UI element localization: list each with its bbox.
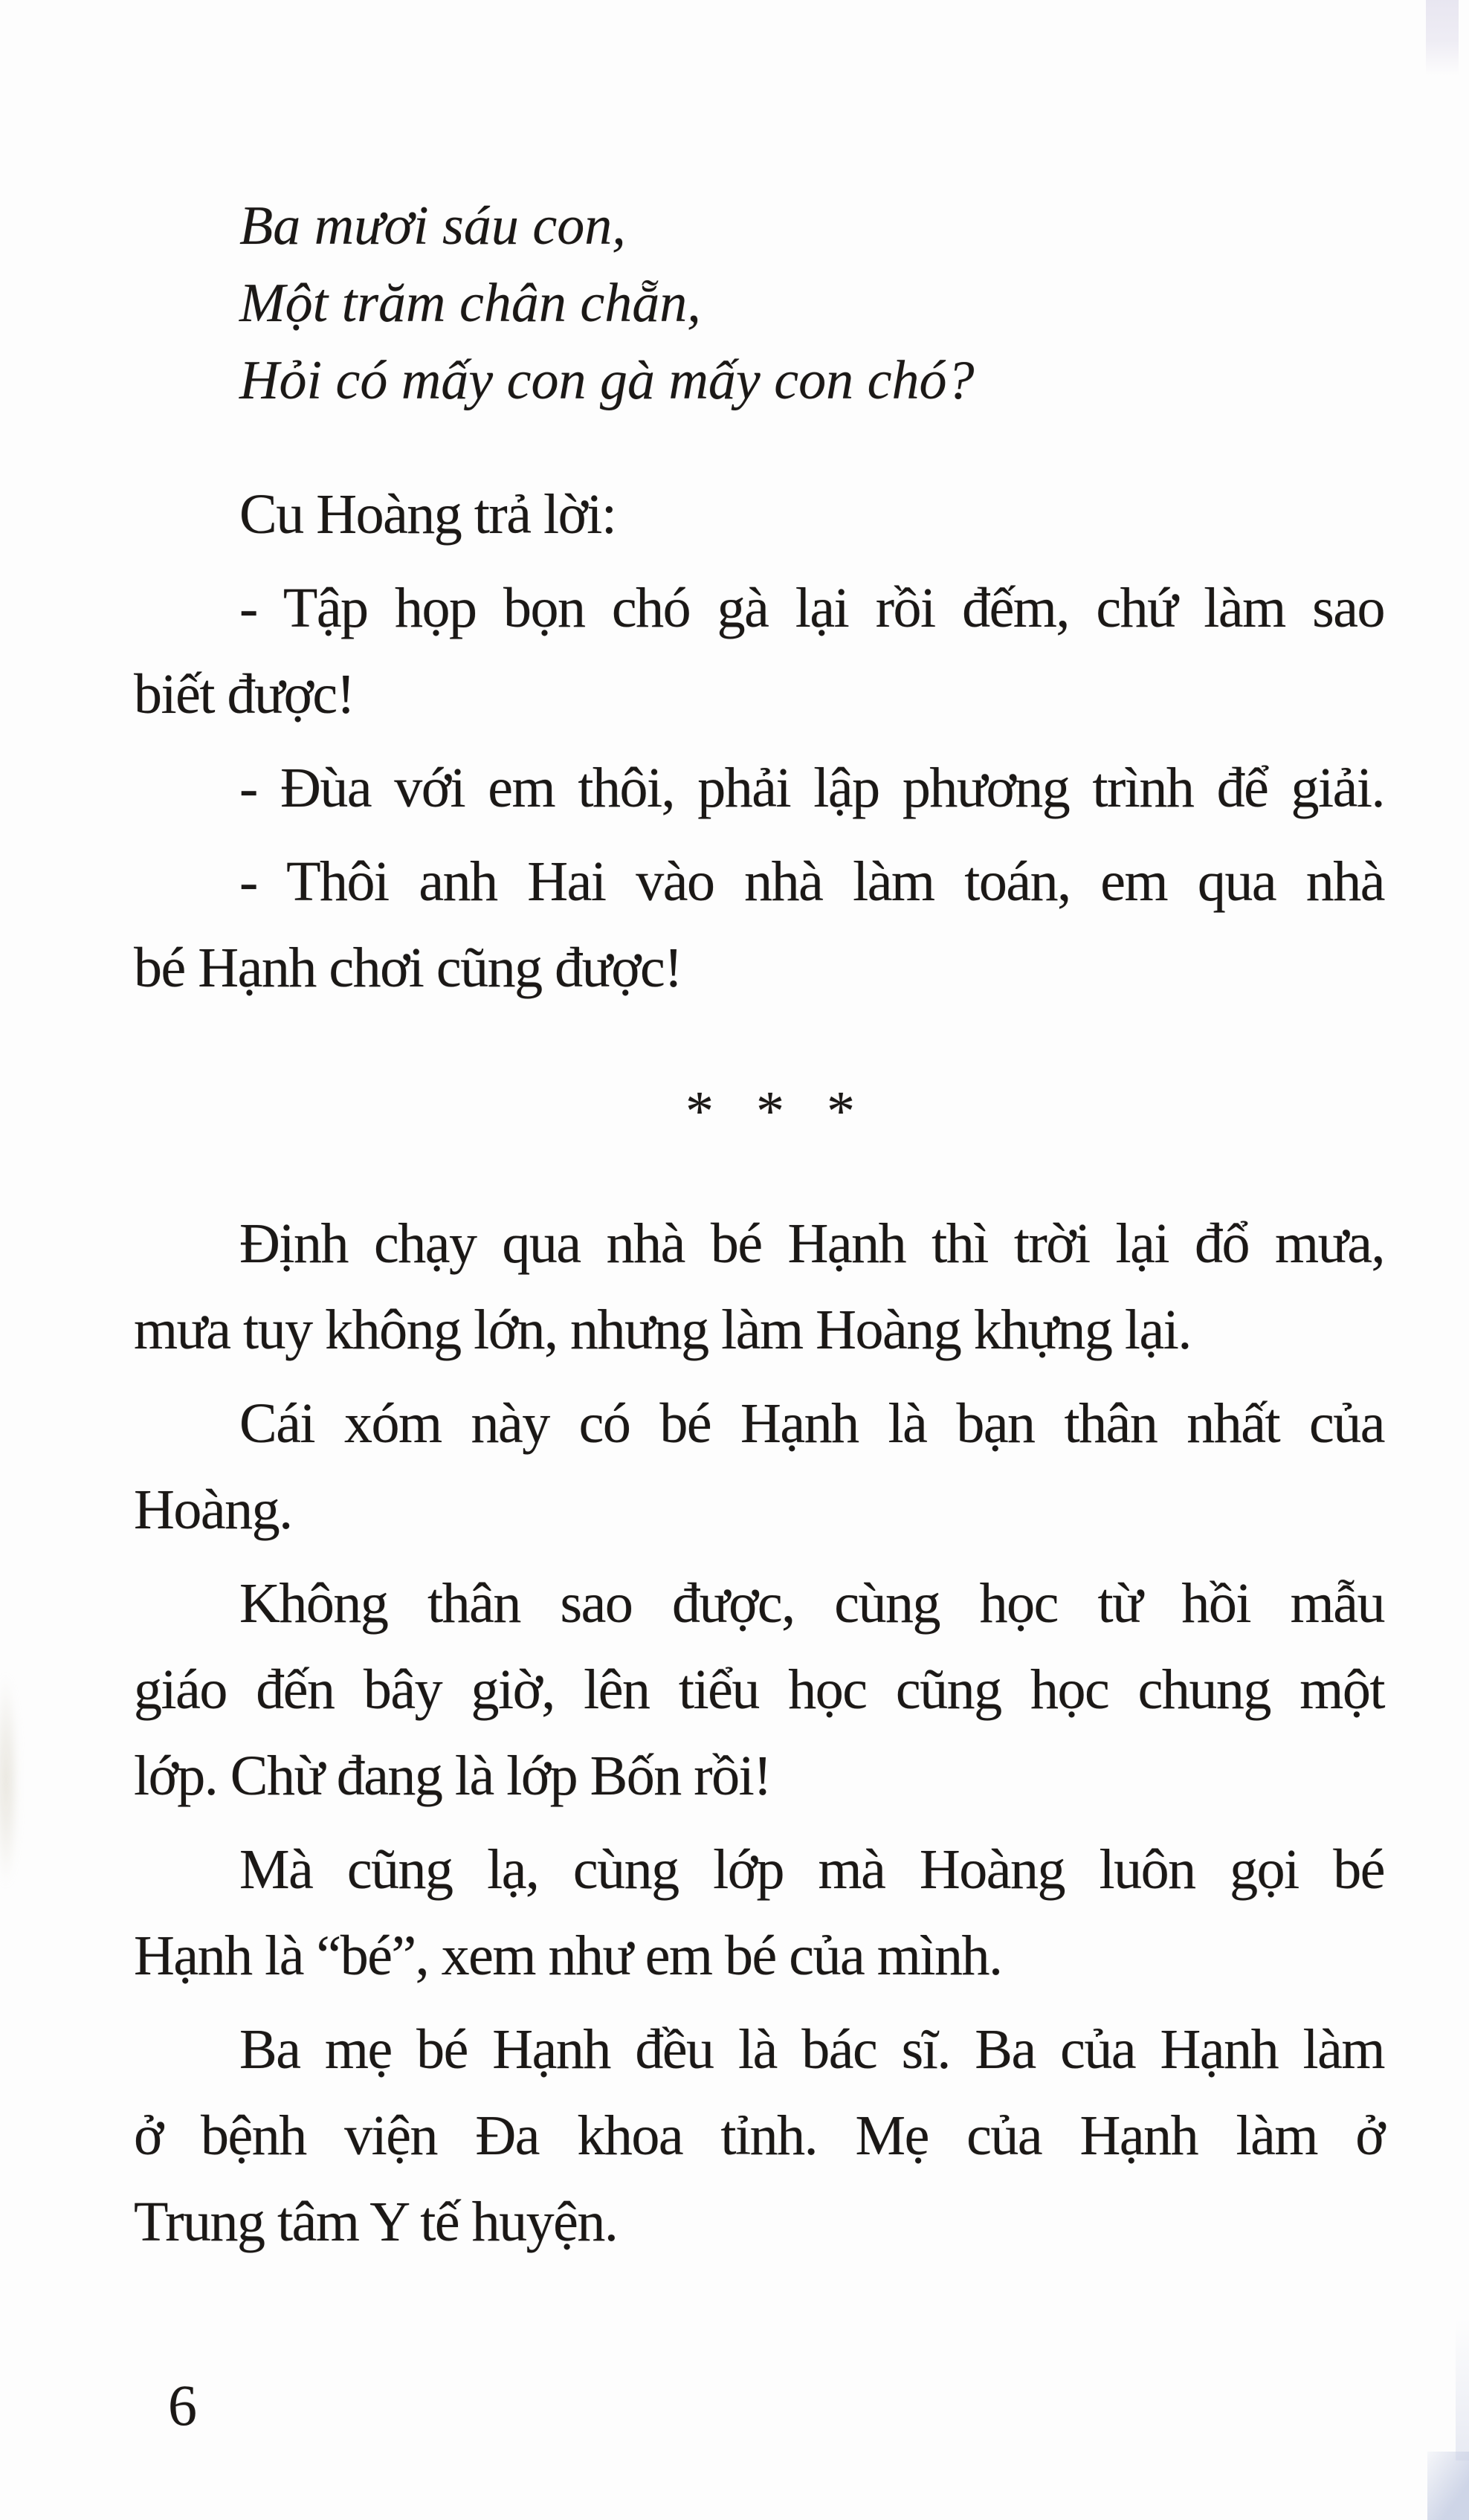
- text-line: - Thôi anh Hai vào nhà làm toán, em qua nhà: [239, 850, 1384, 913]
- text-line: Hoàng.: [134, 1479, 292, 1541]
- text-column: [134, 187, 1384, 2265]
- text-line: - Đùa với em thôi, phải lập phương trình để giải.: [239, 757, 1384, 819]
- text-line: Ba mẹ bé Hạnh đều là bác sĩ. Ba của Hạnh làm: [239, 2018, 1384, 2081]
- scan-artifact-top-right: [1426, 0, 1459, 76]
- section-separator: * * *: [685, 1080, 855, 1143]
- text-line: Cu Hoàng trả lời:: [239, 483, 616, 546]
- paragraph: [134, 1201, 1384, 1373]
- text-line: mưa tuy không lớn, nhưng làm Hoàng khựng lại.: [134, 1299, 1191, 1361]
- paragraph: [134, 2006, 1384, 2265]
- poem-line: Hỏi có mấy con gà mấy con chó?: [239, 350, 975, 411]
- text-line: lớp. Chừ đang là lớp Bốn rồi!: [134, 1745, 771, 1807]
- paragraph: [134, 745, 1384, 831]
- paragraph: [134, 1380, 1384, 1553]
- paragraph: [134, 565, 1384, 737]
- text-line: Cái xóm này có bé Hạnh là bạn thân nhất của: [239, 1392, 1384, 1455]
- text-line: Mà cũng lạ, cùng lớp mà Hoàng luôn gọi bé: [239, 1838, 1384, 1901]
- text-line: Định chạy qua nhà bé Hạnh thì trời lại đổ mưa,: [239, 1212, 1384, 1275]
- text-line: bé Hạnh chơi cũng được!: [134, 937, 682, 999]
- poem: [134, 187, 1384, 419]
- page-number: 6: [168, 2373, 197, 2437]
- text-line: Hạnh là “bé”, xem như em bé của mình.: [134, 1925, 1002, 1987]
- text-line: biết được!: [134, 663, 355, 726]
- paragraph: [134, 1826, 1384, 1999]
- text-line: - Tập họp bọn chó gà lại rồi đếm, chứ làm sao: [239, 577, 1384, 639]
- poem-line: Ba mươi sáu con,: [239, 196, 626, 256]
- paragraph: [134, 1560, 1384, 1819]
- text-line: Không thân sao được, cùng học từ hồi mẫu: [239, 1572, 1384, 1635]
- text-line: giáo đến bây giờ, lên tiểu học cũng học chung một: [134, 1658, 1384, 1721]
- paragraph: [134, 471, 1384, 558]
- text-line: ở bệnh viện Đa khoa tỉnh. Mẹ của Hạnh làm ở: [134, 2104, 1384, 2167]
- text-line: Trung tâm Y tế huyện.: [134, 2191, 618, 2253]
- scan-artifact-right-strip: [1456, 2319, 1469, 2461]
- poem-line: Một trăm chân chẵn,: [239, 273, 701, 334]
- scan-artifact-bottom-right: [1427, 2452, 1469, 2520]
- scan-artifact-left-smudge: [0, 1673, 19, 1888]
- paragraph: [134, 839, 1384, 1011]
